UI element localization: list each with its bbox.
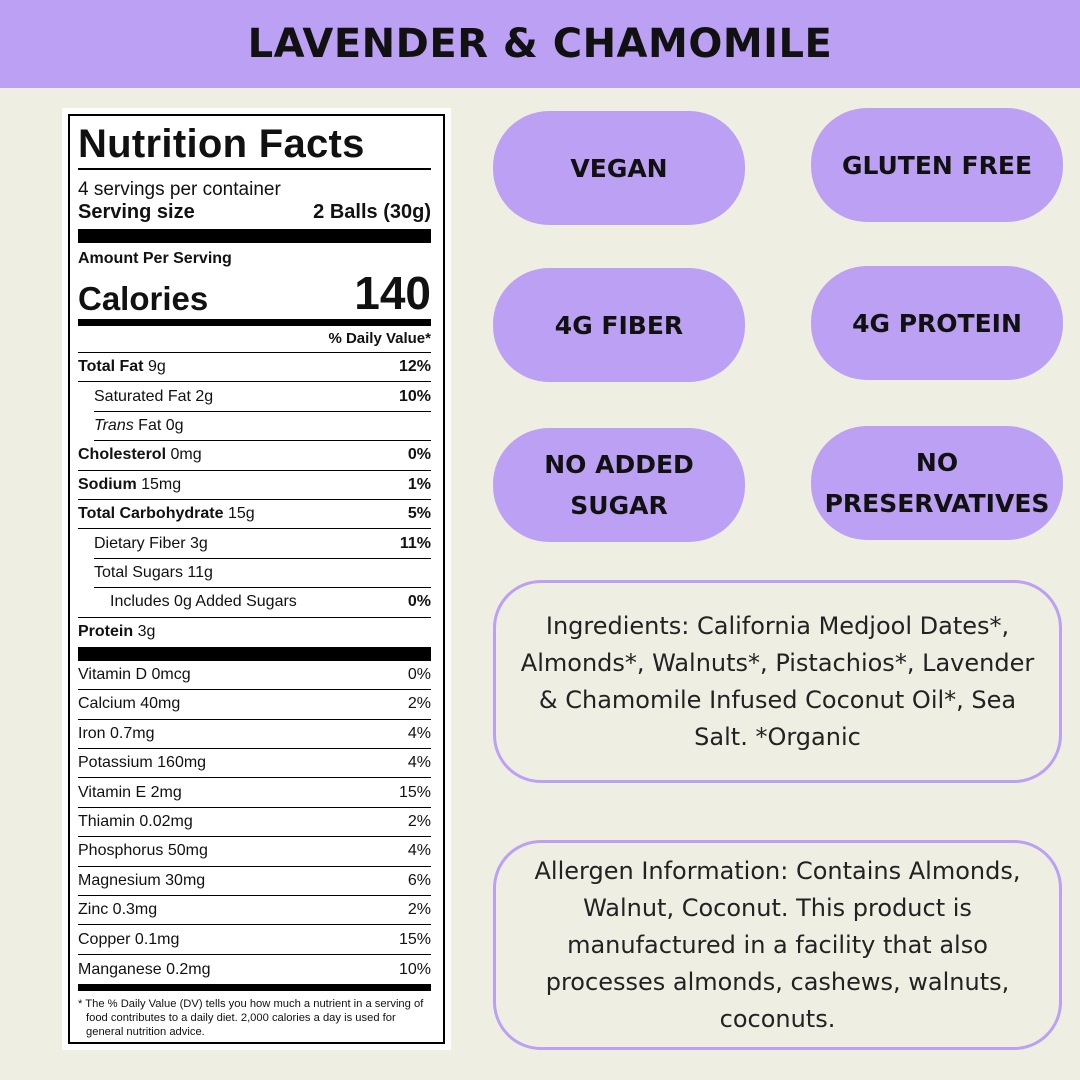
nutrient-pct: 5% xyxy=(407,505,431,523)
nutrient-amount: 2g xyxy=(195,388,214,406)
vitamin-pct: 10% xyxy=(398,960,431,978)
nutrient-pct: 0% xyxy=(407,446,431,464)
nutrition-facts-label xyxy=(68,114,445,1044)
nutrient-amount: 0mg xyxy=(170,446,202,464)
vitamin-row xyxy=(78,778,431,807)
nutrient-row-total-fat xyxy=(78,353,431,382)
nutrient-pct: 0% xyxy=(407,593,431,611)
nutrient-name: Dietary Fiber xyxy=(94,535,186,553)
calories-value: 140 xyxy=(354,267,431,319)
vitamin-pct: 2% xyxy=(407,813,431,831)
vitamin-label: Zinc 0.3mg xyxy=(78,901,158,919)
badge-label: NO ADDED SUGAR xyxy=(544,450,694,520)
vitamin-pct: 2% xyxy=(407,695,431,713)
nutrition-label-panel xyxy=(62,108,451,1050)
nutrient-pct: 12% xyxy=(398,358,431,376)
nutrient-row-total-sugars xyxy=(78,559,431,588)
badge-no-added-sugar xyxy=(493,428,745,542)
vitamin-row xyxy=(78,955,431,984)
badge-label: 4G FIBER xyxy=(554,310,684,340)
nutrient-row-total-carbohydrate xyxy=(78,500,431,529)
nutrient-row-saturated-fat xyxy=(78,382,431,411)
nutrient-name: Total Fat xyxy=(78,358,144,376)
vitamin-pct: 15% xyxy=(398,930,431,948)
nutrient-amount: 9g xyxy=(147,358,166,376)
nutrient-amount: 0g xyxy=(165,417,184,435)
nutrient-name-italic: Trans xyxy=(94,417,134,435)
nutrient-row-sodium xyxy=(78,471,431,500)
daily-value-footnote: * The % Daily Value (DV) tells you how much a nutrient in a serving of food contributes to a daily diet. 2,000 calories a day is used for general nutrition advice. xyxy=(78,998,424,1039)
vitamin-pct: 6% xyxy=(407,871,431,889)
nutrient-name: Sodium xyxy=(78,475,137,493)
badge-label: GLUTEN FREE xyxy=(841,150,1033,180)
nutrient-pct: 10% xyxy=(398,388,431,406)
allergen-box xyxy=(493,840,1062,1050)
calories-label: Calories xyxy=(78,280,209,317)
ingredients-text: Ingredients: California Medjool Dates*, Almonds*, Walnuts*, Pistachios*, Lavender & Chamomile Infused Coconut Oil*, Sea Salt. *Organic xyxy=(520,611,1035,751)
vitamin-label: Calcium 40mg xyxy=(78,695,181,713)
serving-size-label: Serving size xyxy=(78,201,195,223)
calories-row xyxy=(78,269,431,317)
nutrient-pct: 11% xyxy=(399,535,431,553)
nutrient-row-dietary-fiber xyxy=(78,529,431,558)
nutrition-facts-heading: Nutrition Facts xyxy=(78,122,431,170)
vitamin-row xyxy=(78,749,431,778)
nutrient-amount: 15g xyxy=(227,505,255,523)
nutrient-amount: 15mg xyxy=(141,475,182,493)
badge-vegan xyxy=(493,111,745,225)
vitamin-row xyxy=(78,808,431,837)
vitamin-pct: 15% xyxy=(398,783,431,801)
vitamin-label: Vitamin E 2mg xyxy=(78,783,182,801)
nutrient-amount: 3g xyxy=(137,623,156,641)
daily-value-header: % Daily Value* xyxy=(78,326,431,353)
allergen-text: Allergen Information: Contains Almonds, Walnut, Coconut. This product is manufactured in a facility that also processes almonds, cashews, walnuts, coconuts. xyxy=(534,856,1021,1033)
nutrient-amount: 3g xyxy=(190,535,208,553)
divider-medium xyxy=(78,984,431,991)
nutrient-row-cholesterol xyxy=(78,441,431,470)
badge-label: 4G PROTEIN xyxy=(852,308,1022,338)
nutrient-name: Protein xyxy=(78,623,134,641)
vitamin-pct: 0% xyxy=(407,666,431,684)
vitamin-row xyxy=(78,661,431,690)
ingredients-box xyxy=(493,580,1062,783)
vitamin-pct: 4% xyxy=(407,842,431,860)
vitamin-pct: 4% xyxy=(407,724,431,742)
vitamin-row xyxy=(78,896,431,925)
badge-fiber xyxy=(493,268,745,382)
nutrient-row-added-sugars xyxy=(78,588,431,617)
badge-protein xyxy=(811,266,1063,380)
vitamin-label: Manganese 0.2mg xyxy=(78,960,211,978)
nutrient-amount: 11g xyxy=(187,564,213,582)
nutrient-name: Total Sugars xyxy=(94,564,183,582)
nutrient-name: Cholesterol xyxy=(78,446,167,464)
serving-size-row xyxy=(78,200,431,224)
vitamin-label: Vitamin D 0mcg xyxy=(78,666,191,684)
nutrient-name: Saturated Fat xyxy=(94,388,191,406)
nutrient-name: Includes 0g Added Sugars xyxy=(110,593,297,611)
divider-medium xyxy=(78,319,431,326)
amount-per-serving: Amount Per Serving xyxy=(78,250,232,267)
nutrient-row-trans-fat xyxy=(78,412,431,441)
badge-no-preservatives xyxy=(811,426,1063,540)
serving-size-value: 2 Balls (30g) xyxy=(313,201,431,223)
vitamin-row xyxy=(78,867,431,896)
vitamin-row xyxy=(78,925,431,954)
divider-thick xyxy=(78,647,431,661)
nutrient-name: Fat xyxy=(138,417,162,435)
product-title: LAVENDER & CHAMOMILE xyxy=(247,21,833,67)
vitamin-label: Potassium 160mg xyxy=(78,754,207,772)
divider-thick xyxy=(78,229,431,243)
badge-label: NO PRESERVATIVES xyxy=(824,448,1050,518)
vitamin-label: Thiamin 0.02mg xyxy=(78,813,193,831)
vitamin-label: Copper 0.1mg xyxy=(78,930,180,948)
vitamin-row xyxy=(78,690,431,719)
nutrient-row-protein xyxy=(78,618,431,647)
vitamin-label: Magnesium 30mg xyxy=(78,871,206,889)
badge-label: VEGAN xyxy=(570,153,668,183)
title-banner xyxy=(0,0,1080,88)
vitamin-pct: 2% xyxy=(407,901,431,919)
vitamin-pct: 4% xyxy=(407,754,431,772)
vitamin-row xyxy=(78,720,431,749)
nutrient-pct: 1% xyxy=(407,475,431,493)
vitamin-label: Iron 0.7mg xyxy=(78,724,155,742)
vitamin-label: Phosphorus 50mg xyxy=(78,842,208,860)
servings-per-container: 4 servings per container xyxy=(78,179,281,200)
vitamin-row xyxy=(78,837,431,866)
nutrient-name: Total Carbohydrate xyxy=(78,505,224,523)
badge-gluten-free xyxy=(811,108,1063,222)
